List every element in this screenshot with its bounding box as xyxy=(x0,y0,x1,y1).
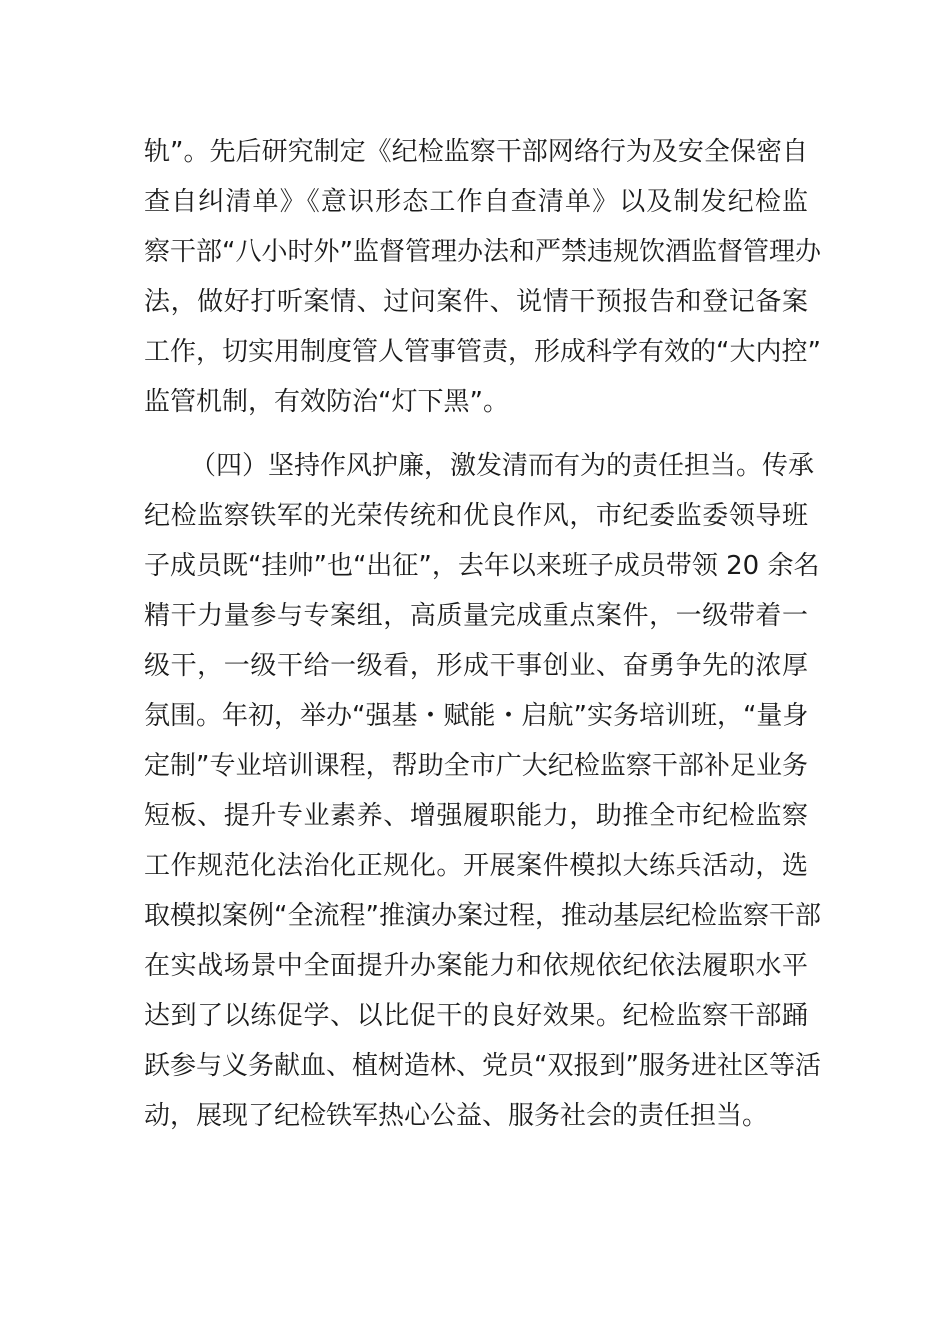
paragraph-line: 定制”专业培训课程，帮助全市广大纪检监察干部补足业务 xyxy=(144,751,808,781)
paragraph-2 xyxy=(144,441,821,1141)
paragraph-line: 级干，一级干给一级看，形成干事创业、奋勇争先的浓厚 xyxy=(144,651,808,681)
paragraph-line: 在实战场景中全面提升办案能力和依规依纪依法履职水平 xyxy=(144,951,808,981)
paragraph-line: 查自纠清单》《意识形态工作自查清单》以及制发纪检监 xyxy=(144,187,808,217)
paragraph-line: 子成员既“挂帅”也“出征”，去年以来班子成员带领 20 余名 xyxy=(144,551,820,581)
paragraph-line: 监管机制，有效防治“灯下黑”。 xyxy=(144,387,509,417)
paragraph-line: 取模拟案例“全流程”推演办案过程，推动基层纪检监察干部 xyxy=(144,901,821,931)
paragraph-line: 察干部“八小时外”监督管理办法和严禁违规饮酒监督管理办 xyxy=(144,237,821,267)
paragraph-line: 轨”。先后研究制定《纪检监察干部网络行为及安全保密自 xyxy=(144,137,808,167)
paragraph-line: 跃参与义务献血、植树造林、党员“双报到”服务进社区等活 xyxy=(144,1051,821,1081)
paragraph-line: 精干力量参与专案组，高质量完成重点案件，一级带着一 xyxy=(144,601,808,631)
paragraph-line: 工作规范化法治化正规化。开展案件模拟大练兵活动，选 xyxy=(144,851,808,881)
paragraph-line: 纪检监察铁军的光荣传统和优良作风，市纪委监委领导班 xyxy=(144,501,808,531)
paragraph-line: （四）坚持作风护廉，激发清而有为的责任担当。传承 xyxy=(190,451,815,481)
paragraph-line: 氛围。年初，举办“强基・赋能・启航”实务培训班，“量身 xyxy=(144,701,809,731)
paragraph-line: 动，展现了纪检铁军热心公益、服务社会的责任担当。 xyxy=(144,1101,769,1131)
paragraph-1 xyxy=(144,127,821,427)
paragraph-line: 法，做好打听案情、过问案件、说情干预报告和登记备案 xyxy=(144,287,808,317)
paragraph-line: 达到了以练促学、以比促干的良好效果。纪检监察干部踊 xyxy=(144,1001,808,1031)
paragraph-line: 短板、提升专业素养、增强履职能力，助推全市纪检监察 xyxy=(144,801,808,831)
paragraph-line: 工作，切实用制度管人管事管责，形成科学有效的“大内控” xyxy=(144,337,821,367)
